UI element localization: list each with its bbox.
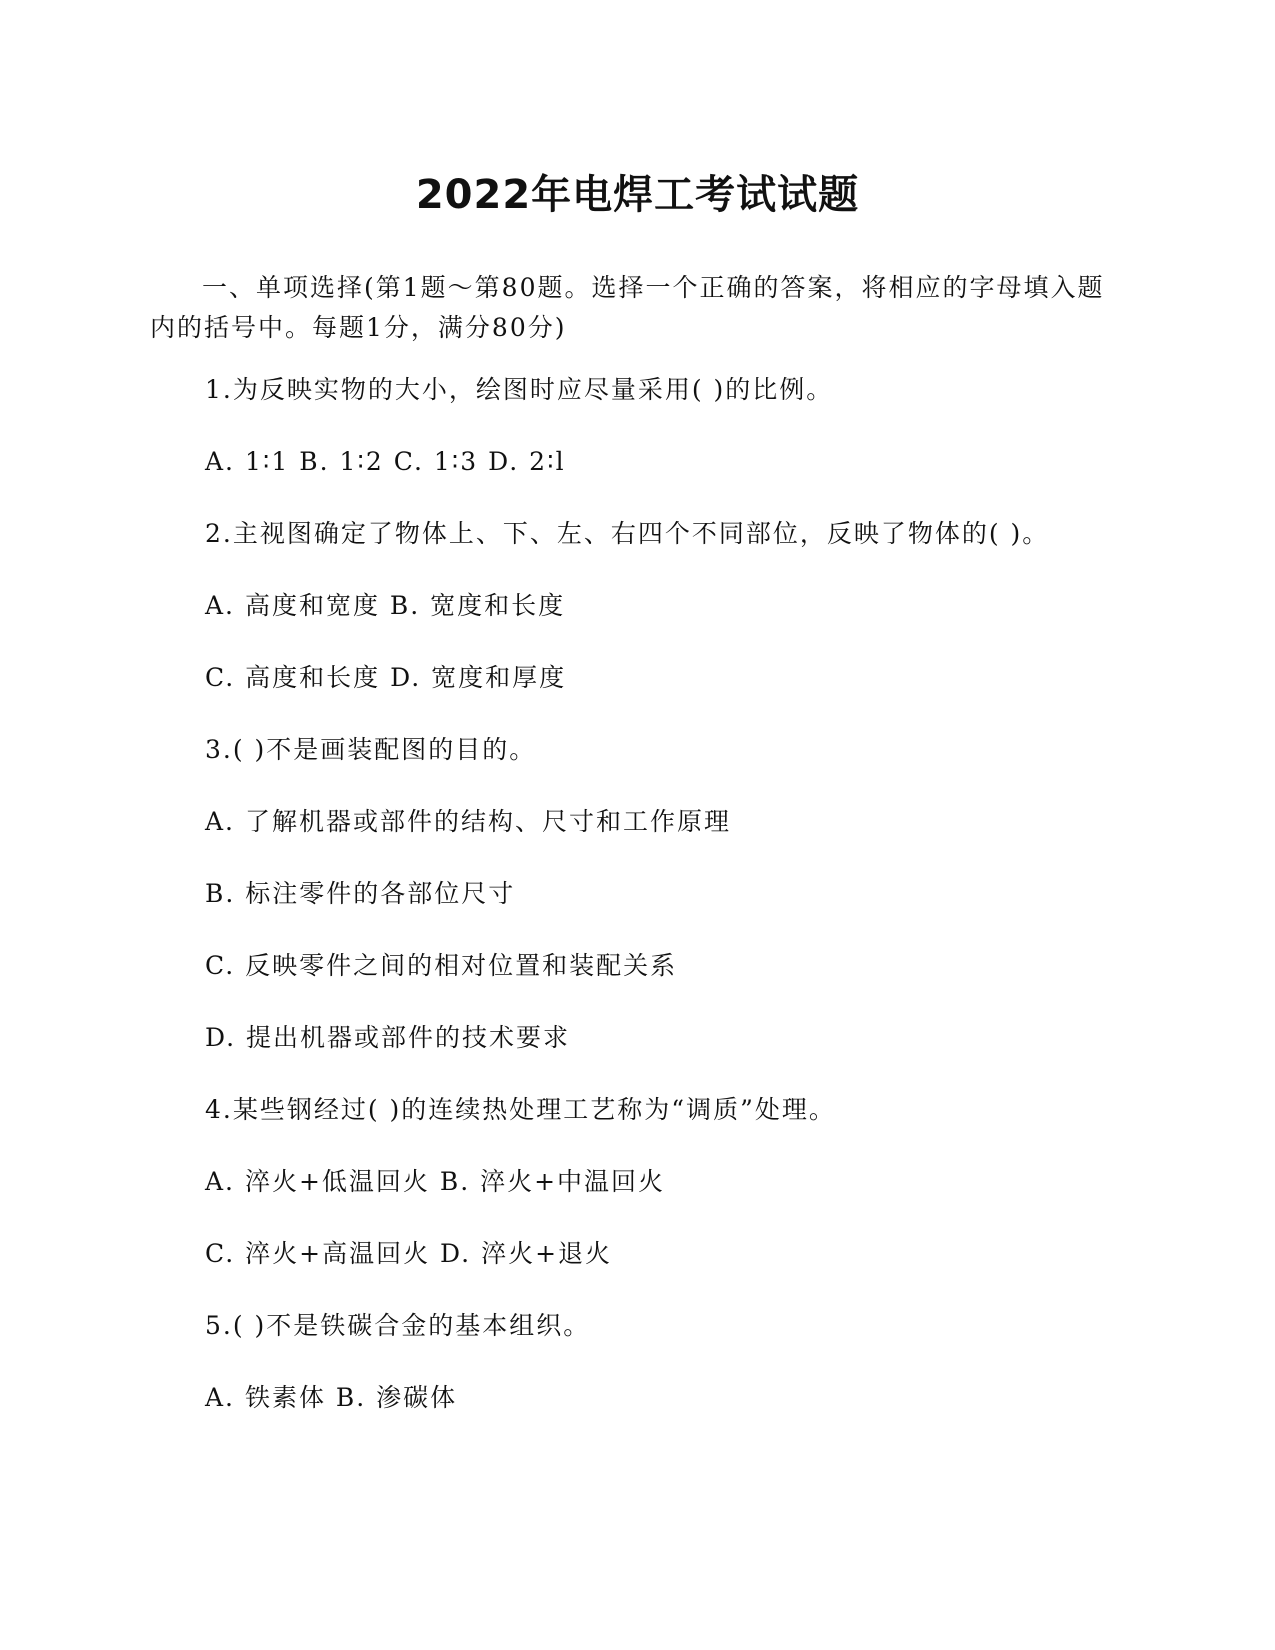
question-2-options-cd: C. 高度和长度 D. 宽度和厚度 <box>205 663 567 692</box>
question-2: 2.主视图确定了物体上、下、左、右四个不同部位，反映了物体的( )。 <box>205 519 1050 548</box>
question-5: 5.( )不是铁碳合金的基本组织。 <box>205 1311 591 1340</box>
question-3-option-c: C. 反映零件之间的相对位置和装配关系 <box>205 951 678 980</box>
question-2-options-ab: A. 高度和宽度 B. 宽度和长度 <box>205 591 566 620</box>
question-4-options-ab: A. 淬火+低温回火 B. 淬火+中温回火 <box>205 1167 666 1196</box>
question-4: 4.某些钢经过( )的连续热处理工艺称为“调质”处理。 <box>205 1095 836 1124</box>
question-3: 3.( )不是画装配图的目的。 <box>205 735 537 764</box>
page-title: 2022年电焊工考试试题 <box>415 172 860 218</box>
question-3-option-a: A. 了解机器或部件的结构、尺寸和工作原理 <box>205 807 731 836</box>
question-1: 1.为反映实物的大小，绘图时应尽量采用( )的比例。 <box>205 375 834 404</box>
question-3-option-d: D. 提出机器或部件的技术要求 <box>205 1023 571 1052</box>
question-5-options-ab: A. 铁素体 B. 渗碳体 <box>205 1383 458 1412</box>
section-intro: 一、单项选择(第1题～第80题。选择一个正确的答案，将相应的字母填入题内的括号中。每题1分，满分80分) <box>150 273 1105 342</box>
question-3-option-b: B. 标注零件的各部位尺寸 <box>205 879 516 908</box>
question-4-options-cd: C. 淬火+高温回火 D. 淬火+退火 <box>205 1239 613 1268</box>
question-1-options: A. 1∶1 B. 1∶2 C. 1∶3 D. 2∶l <box>205 447 566 476</box>
